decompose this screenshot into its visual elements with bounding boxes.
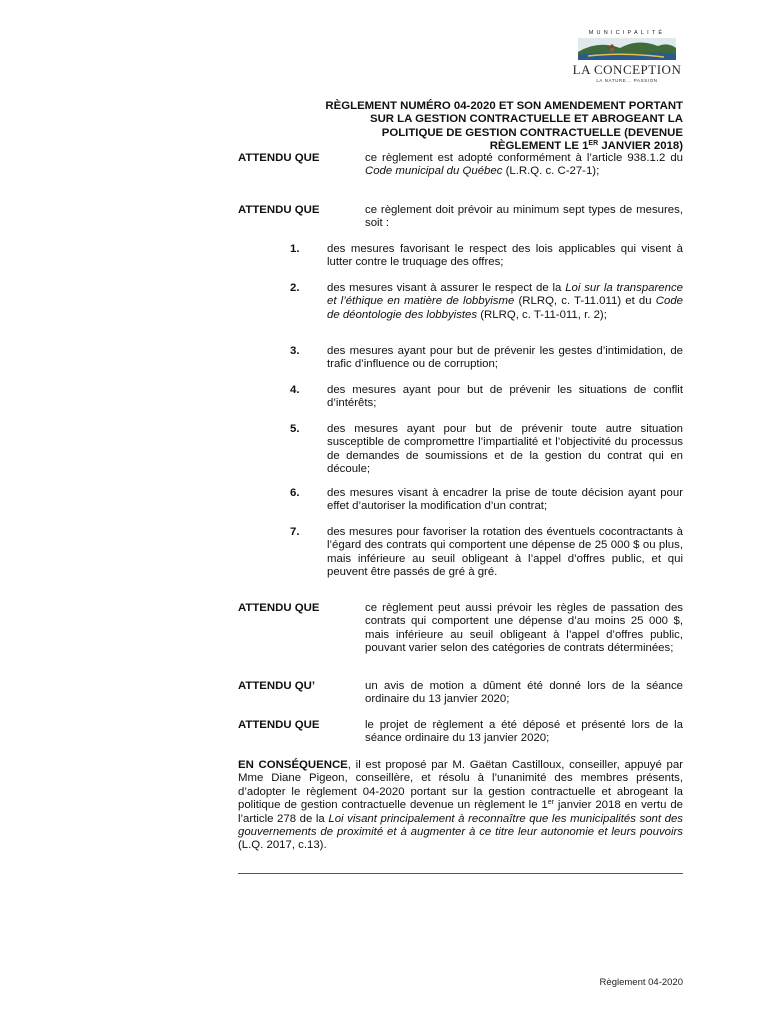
title-superscript: ER — [588, 140, 599, 148]
whereas-label: ATTENDU QUE — [238, 204, 320, 216]
item-text: des mesures ayant pour but de prévenir les situations de conflit d’intérêts; — [327, 384, 683, 410]
resolution-italic: Loi visant principalement à reconnaître que les municipalités sont des gouvernements de proximité et à augmenter à ce titre leur autonomie et leurs pouvoirs — [238, 812, 683, 839]
item-text: des mesures favorisant le respect des lois applicables qui visent à lutter contre le truquage des offres; — [327, 243, 683, 269]
item-text: des mesures ayant pour but de prévenir les gestes d’intimidation, de trafic d’influence ou de corruption; — [327, 345, 683, 371]
whereas-text: le projet de règlement a été déposé et présenté lors de la séance ordinaire du 13 janvier 2020; — [365, 719, 683, 745]
title-line: SUR LA GESTION CONTRACTUELLE ET ABROGEANT LA — [369, 113, 683, 126]
horizontal-divider — [238, 873, 683, 874]
resolution-text: janvier 2018 en vertu de l’article 278 de la — [238, 799, 683, 825]
item-text-part: (RLRQ, c. T-11.011) et du — [514, 295, 656, 308]
resolution-paragraph — [238, 759, 683, 853]
resolution-lead: EN CONSÉQUENCE — [238, 759, 348, 771]
municipality-logo — [568, 30, 686, 92]
item-text: des mesures pour favoriser la rotation des éventuels cocontractants à l’égard des contrats qui comportent une dépense de 25 000 $ ou plus, mais inférieure au seuil obligeant à l’appel d’offres public, et qui peuvent être passés de gré à gré. — [327, 526, 683, 579]
item-number: 1. — [290, 243, 300, 255]
whereas-label: ATTENDU QUE — [238, 152, 320, 164]
logo-municipalite-text: MUNICIPALITÉ — [588, 30, 666, 36]
item-text-part: des mesures visant à assurer le respect de la — [327, 282, 566, 294]
logo-tagline: LA NATURE... PASSION — [596, 78, 658, 83]
page-footer: Règlement 04-2020 — [599, 977, 683, 988]
item-text: des mesures ayant pour but de prévenir toute autre situation susceptible de compromettre l’impartialité et l’objectivité du processus de demandes de soumissions et de la gestion du contrat qui en découle; — [327, 423, 683, 476]
logo-name: LA CONCEPTION — [572, 62, 682, 77]
item-text — [327, 282, 683, 322]
item-number: 7. — [290, 526, 300, 538]
title-line: RÈGLEMENT NUMÉRO 04-2020 ET SON AMENDEMENT PORTANT — [325, 100, 683, 112]
item-text-part: (RLRQ, c. T-11-011, r. 2); — [477, 308, 607, 321]
resolution-text: , il est proposé par M. Gaëtan Castilloux, conseiller, appuyé par Mme Diane Pigeon, conseillère, et résolu à l’unanimité des membres présents, d’adopter le règlement 04-2020 portant sur la gestion contractuelle et abrogeant la politique de gestion contractuelle devenue un règlement le 1 — [238, 759, 683, 812]
whereas-label: ATTENDU QUE — [238, 719, 320, 731]
clause-text: (L.R.Q. c. C-27-1); — [502, 165, 600, 178]
item-text: des mesures visant à encadrer la prise de toute décision ayant pour effet d’autoriser la modification d’un contrat; — [327, 487, 683, 513]
whereas-text: ce règlement peut aussi prévoir les règles de passation des contrats qui comportent une dépense d’au moins 25 000 $, mais inférieure au seuil obligeant à l’appel d’offres public, pouvant varier selon des catégories de contrats déterminées; — [365, 602, 683, 655]
item-italic: Loi sur la transparence et l’éthique en matière de lobbyisme — [327, 282, 683, 308]
clause-italic: Code municipal du Québec — [365, 165, 503, 178]
title-text: RÈGLEMENT LE 1 — [489, 140, 589, 153]
item-number: 6. — [290, 487, 300, 499]
landscape-icon — [568, 36, 686, 62]
whereas-text: ce règlement doit prévoir au minimum sept types de mesures, soit : — [365, 204, 683, 230]
item-number: 3. — [290, 345, 300, 357]
resolution-superscript: er — [547, 799, 554, 807]
item-number: 4. — [290, 384, 300, 396]
item-number: 5. — [290, 423, 300, 435]
resolution-text: (L.Q. 2017, c.13). — [238, 839, 327, 852]
clause-text: ce règlement est adopté conformément à l’article 938.1.2 du — [365, 152, 683, 164]
title-line: POLITIQUE DE GESTION CONTRACTUELLE (DEVENUE — [381, 126, 683, 139]
title-text: JANVIER 2018) — [598, 140, 683, 153]
whereas-label: ATTENDU QU’ — [238, 680, 315, 692]
whereas-text: un avis de motion a dûment été donné lors de la séance ordinaire du 13 janvier 2020; — [365, 680, 683, 706]
document-title — [238, 100, 683, 154]
item-italic: Code de déontologie des lobbyistes — [327, 295, 683, 321]
whereas-text — [365, 152, 683, 179]
whereas-label: ATTENDU QUE — [238, 602, 320, 614]
item-number: 2. — [290, 282, 300, 294]
